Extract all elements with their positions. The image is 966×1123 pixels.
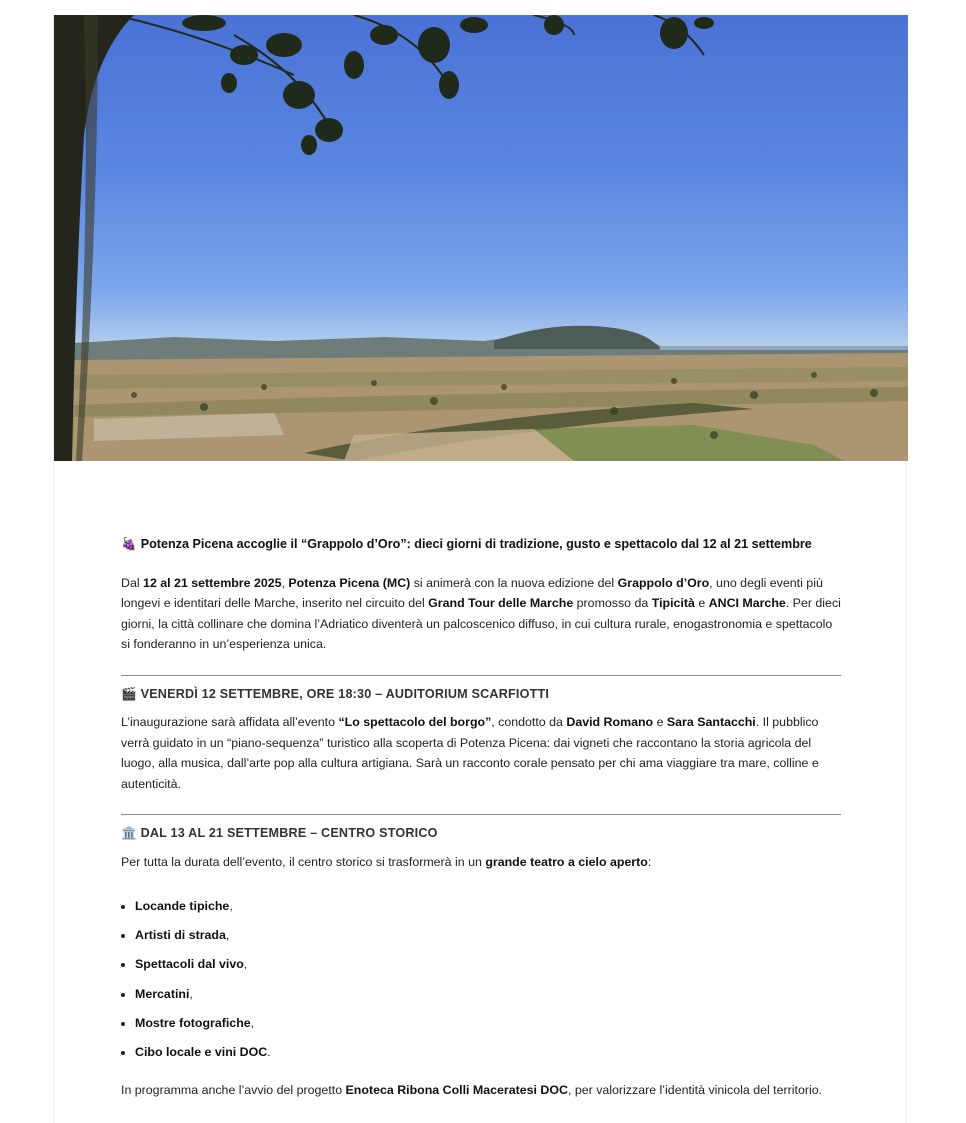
list-item-punct: , — [229, 899, 233, 913]
bold-run: David Romano — [566, 715, 654, 729]
bold-run: Grappolo d’Oro — [617, 575, 710, 590]
article-body — [121, 534, 841, 1101]
bold-run: Potenza Picena (MC) — [288, 575, 411, 590]
section-title-historic-center — [121, 823, 841, 844]
text-run: , per valorizzare l’identità vinicola del territorio. — [567, 1083, 823, 1098]
bold-run: Grand Tour delle Marche — [428, 596, 574, 610]
list-item-label: Spettacoli dal vivo — [135, 957, 244, 972]
grapes-icon: 🍇 — [121, 537, 137, 551]
text-run: Per tutta la durata dell’evento, il centro storico si trasformerà in un — [121, 854, 486, 869]
headline-text: Potenza Picena accoglie il “Grappolo d’Oro”: dieci giorni di tradizione, gusto e spettacolo dal 12 al 21 settembre — [140, 537, 812, 551]
bold-run: grande teatro a cielo aperto — [485, 854, 648, 869]
list-item-label: Artisti di strada — [135, 928, 226, 943]
list-item — [135, 984, 841, 1005]
text-run: e — [694, 596, 709, 610]
text-run: : — [647, 854, 652, 869]
section-divider — [121, 675, 841, 676]
attractions-list — [121, 896, 841, 1062]
text-run: . Per dieci giorni, la città collinare che domina l’Adriatico diventerà un palcoscenico diffuso, in cui cultura rurale, enogastronomia e spettacolo si fonderanno in un’esperienza unica. — [121, 596, 841, 651]
list-item-label: Cibo locale e vini DOC — [135, 1044, 268, 1059]
list-item-label: Mercatini — [135, 986, 190, 1001]
list-item — [135, 896, 841, 917]
hero-image — [54, 15, 908, 461]
text-run: Dal — [121, 575, 144, 590]
bold-run: ANCI Marche — [708, 596, 786, 610]
list-item-label: Mostre fotografiche — [135, 1015, 251, 1030]
bold-run: 12 al 21 settembre 2025 — [143, 575, 282, 590]
list-item-punct: . — [267, 1044, 271, 1059]
text-run: L’inaugurazione sarà affidata all’evento — [121, 715, 339, 729]
landscape-photo — [54, 15, 908, 461]
article-page — [53, 15, 907, 1123]
list-item — [135, 925, 841, 946]
list-item-punct: , — [243, 957, 248, 972]
text-run: , uno degli eventi più longevi e identitari delle Marche, inserito nel circuito del — [121, 575, 823, 610]
bold-run: Sara Santacchi — [666, 715, 756, 729]
section-title-text: DAL 13 AL 21 SETTEMBRE – CENTRO STORICO — [140, 826, 438, 840]
section-divider — [121, 814, 841, 815]
section-title-text: VENERDÌ 12 SETTEMBRE, ORE 18:30 – AUDITORIUM SCARFIOTTI — [140, 686, 550, 701]
list-item — [135, 1042, 841, 1063]
text-run: In programma anche l’avvio del progetto — [121, 1083, 346, 1098]
historic-center-paragraph — [121, 852, 841, 873]
list-item-label: Locande tipiche — [135, 899, 230, 913]
list-item-punct: , — [225, 928, 230, 943]
inauguration-paragraph — [121, 712, 841, 794]
bold-run: Tipicità — [651, 596, 695, 610]
text-run: . Il pubblico verrà guidato in un “piano-sequenza” turistico alla scoperta di Potenza Picena: dai vigneti che raccontano la storia agricola del luogo, alla musica, dall’arte pop alla cultura artigiana. Sarà un racconto corale pensato per chi ama viaggiare tra mare, colline e autenticità. — [121, 715, 819, 791]
clapperboard-icon: 🎬 — [121, 686, 137, 701]
text-run: promosso da — [573, 596, 652, 610]
closing-paragraph — [121, 1080, 841, 1101]
intro-paragraph — [121, 573, 841, 655]
bold-run: Enoteca Ribona Colli Maceratesi DOC — [345, 1083, 568, 1098]
list-item-punct: , — [189, 986, 193, 1001]
text-run: , — [281, 575, 289, 590]
article-headline — [121, 534, 841, 555]
classical-building-icon: 🏛️ — [121, 826, 137, 840]
list-item — [135, 1013, 841, 1034]
section-title-inauguration — [121, 684, 841, 705]
text-run: si animerà con la nuova edizione del — [410, 575, 618, 590]
list-item-punct: , — [250, 1015, 255, 1030]
bold-run: “Lo spettacolo del borgo” — [338, 715, 492, 729]
list-item — [135, 954, 841, 975]
text-run: , condotto da — [491, 715, 567, 729]
text-run: e — [653, 715, 667, 729]
